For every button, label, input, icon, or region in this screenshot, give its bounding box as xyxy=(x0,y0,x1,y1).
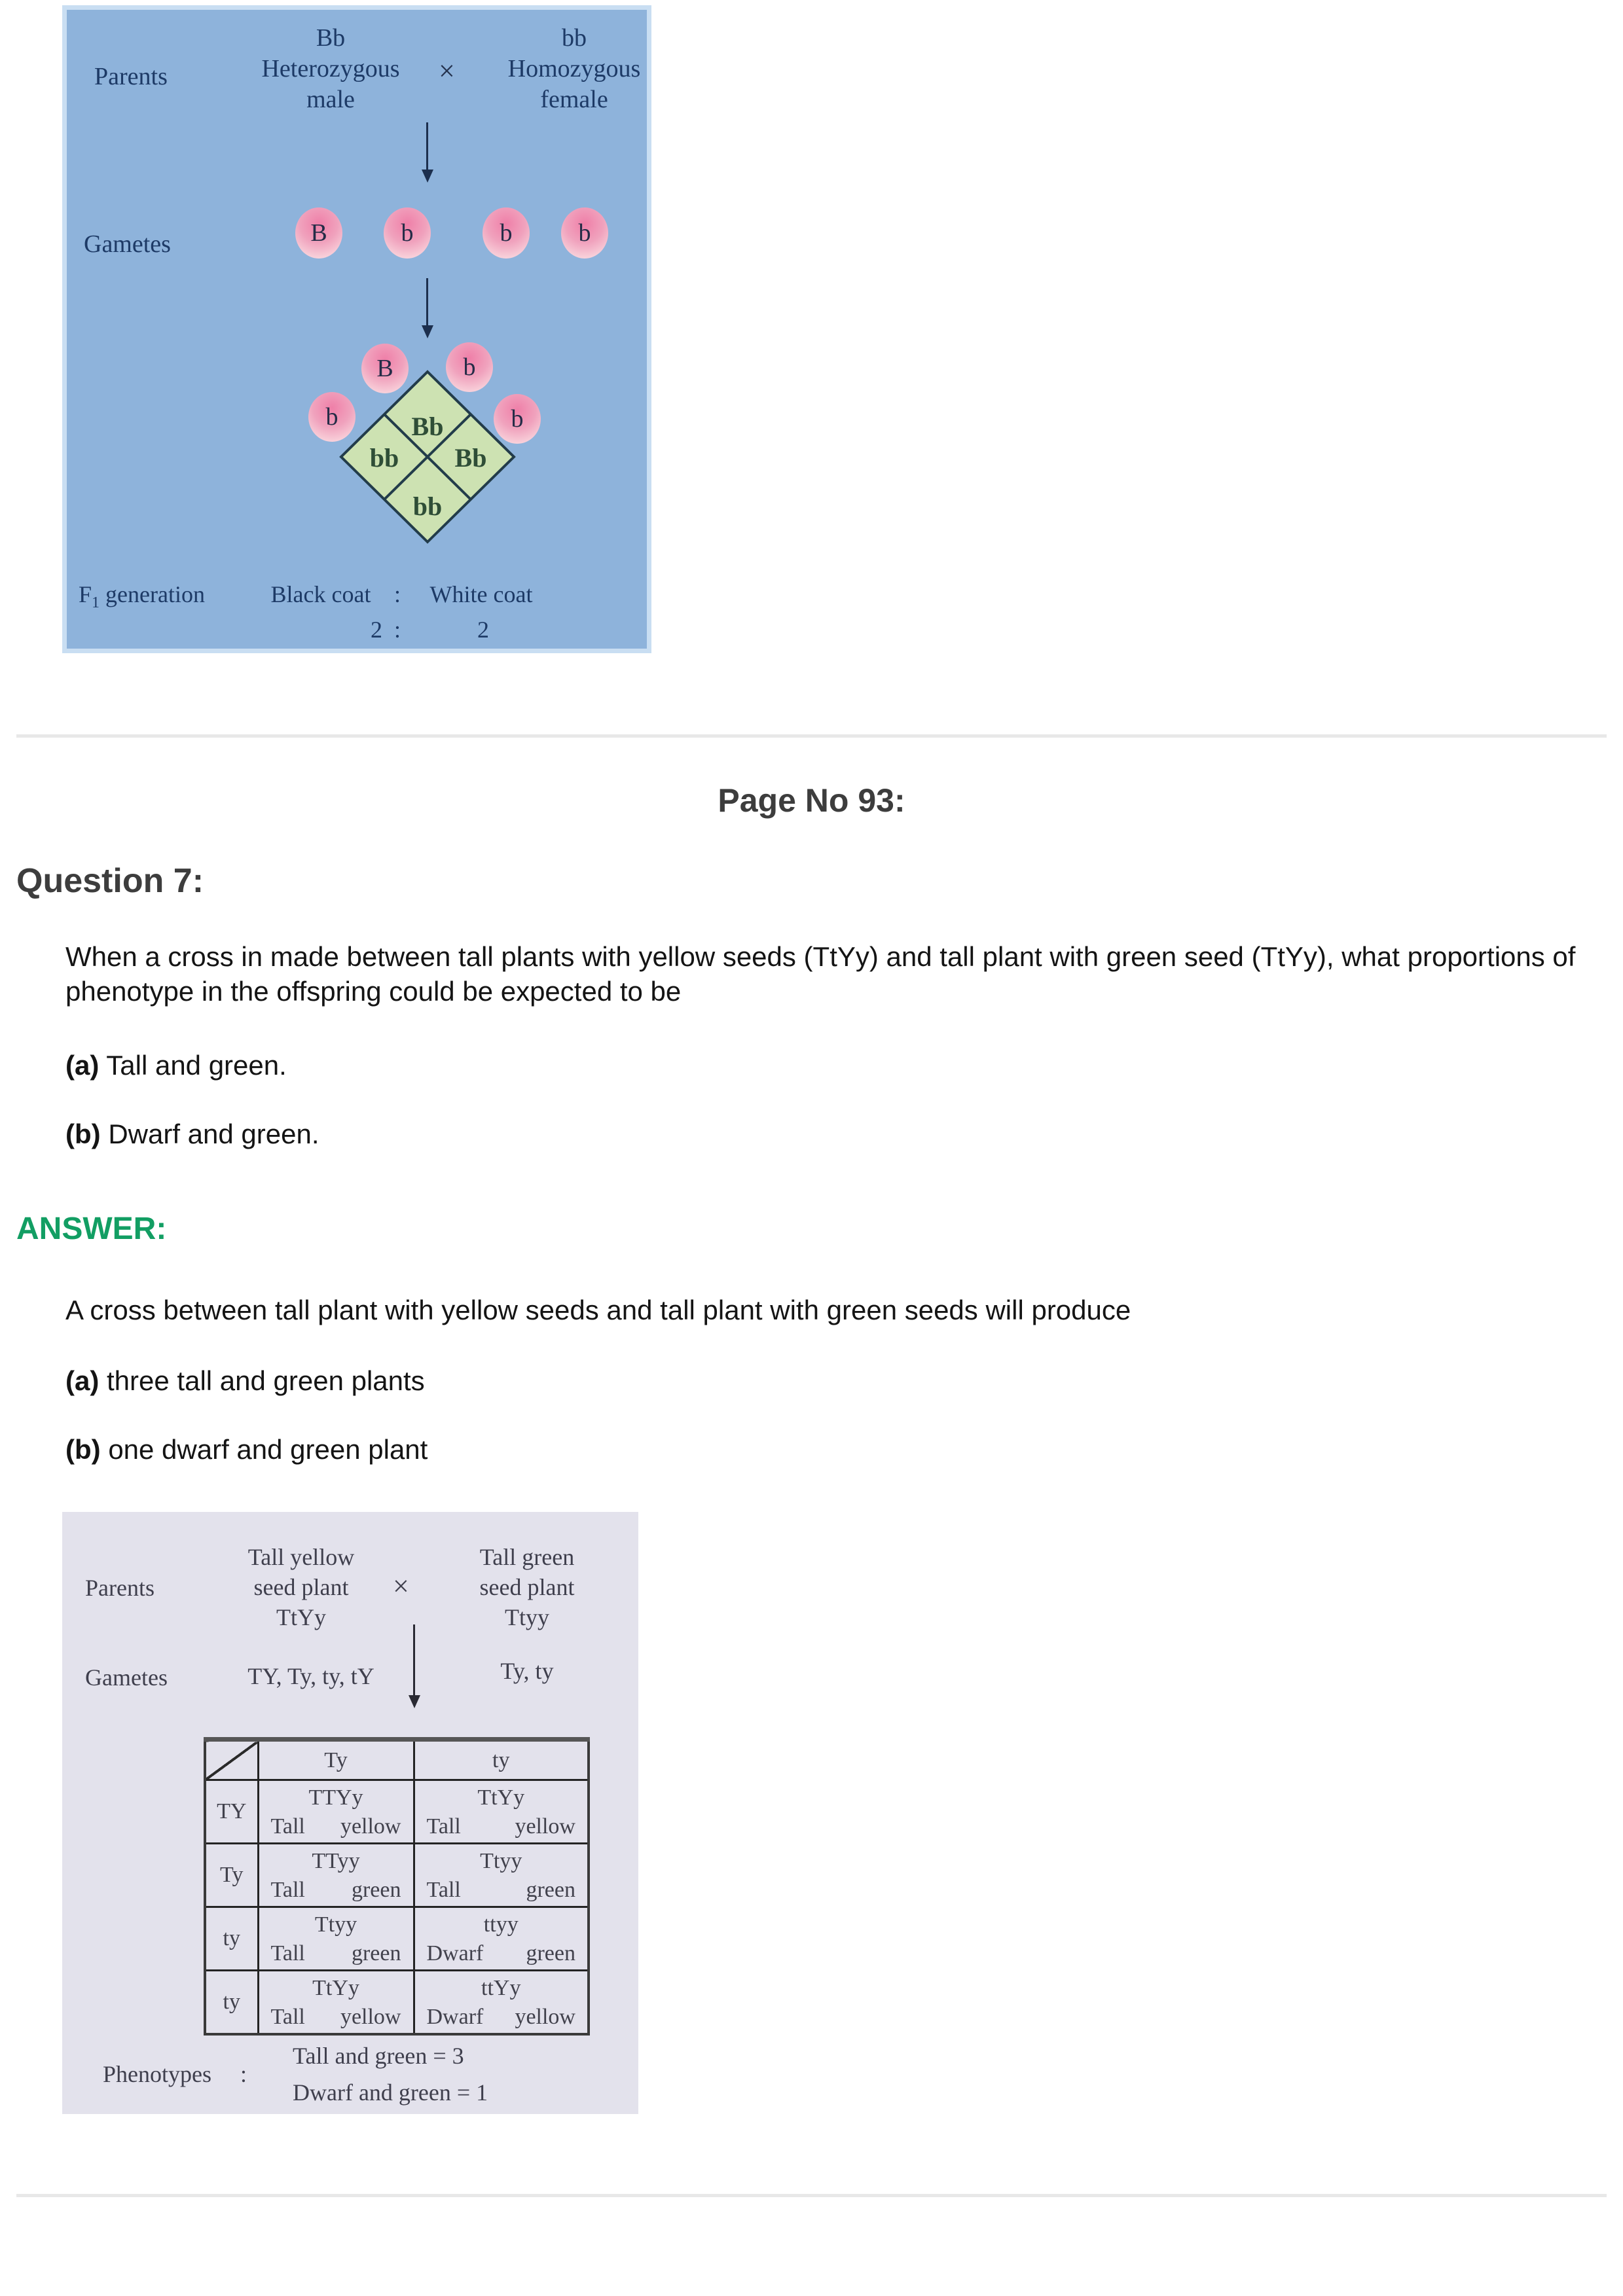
down-arrow-icon xyxy=(426,278,428,327)
d2-parent2-genotype: Ttyy xyxy=(505,1604,549,1630)
table-diagonal-cell xyxy=(205,1740,258,1780)
phenotype-line-2: Dwarf and green = 1 xyxy=(293,2079,488,2106)
d1-parents-label: Parents xyxy=(94,63,168,90)
trait: Tall xyxy=(270,1814,305,1839)
answer-intro: A cross between tall plant with yellow seeds and tall plant with green seeds will produce xyxy=(65,1295,1131,1325)
trait: green xyxy=(351,1878,401,1902)
diamond-cell-top: Bb xyxy=(411,412,444,441)
trait: yellow xyxy=(340,2005,401,2029)
f1-colon: : xyxy=(394,581,401,607)
option-b-label: (b) xyxy=(65,1119,101,1149)
d2-parent2 xyxy=(442,1542,612,1632)
genotype: Ttyy xyxy=(314,1912,357,1937)
down-arrow-icon xyxy=(413,1624,415,1696)
down-arrow-icon xyxy=(426,122,428,171)
row-label: TY xyxy=(205,1780,258,1844)
answer-option-a xyxy=(65,1364,425,1399)
page-number-heading: Page No 93: xyxy=(718,782,905,819)
f1-white-count: 2 xyxy=(477,617,489,643)
trait: Dwarf xyxy=(426,1941,484,1965)
gamete-letter: b xyxy=(325,403,338,431)
punnett-cell xyxy=(258,1844,414,1907)
punnett-table xyxy=(204,1737,590,2036)
table-row xyxy=(205,1780,589,1844)
d1-female-parent xyxy=(492,23,656,115)
table-row xyxy=(205,1907,589,1971)
question-option-a xyxy=(65,1049,287,1083)
down-arrow-head-icon xyxy=(422,170,433,183)
punnett-cell xyxy=(258,1780,414,1844)
d1-male-genotype: Bb xyxy=(316,24,346,52)
table-col-header: ty xyxy=(414,1740,589,1780)
genotype: TtYy xyxy=(477,1785,525,1810)
trait: green xyxy=(526,1941,575,1965)
question-intro: When a cross in made between tall plants with yellow seeds (TtYy) and tall plant with green seed (TtYy), what proportions of phenotype in the offspring could be expected to be xyxy=(65,941,1576,1007)
trait: Tall xyxy=(426,1878,461,1902)
f1-black-count: 2 xyxy=(371,617,382,643)
trait: green xyxy=(526,1878,575,1902)
d1-gametes-label: Gametes xyxy=(84,230,171,258)
trait: green xyxy=(351,1941,401,1965)
trait: Dwarf xyxy=(426,2005,484,2029)
answer-option-b xyxy=(65,1433,428,1467)
genotype: TtYy xyxy=(312,1976,359,2000)
trait: yellow xyxy=(515,2005,575,2029)
row-label: Ty xyxy=(205,1844,258,1907)
gamete-oval xyxy=(561,207,608,259)
punnett-cell xyxy=(414,1780,589,1844)
question-option-b xyxy=(65,1117,319,1152)
d1-male-zygosity: Heterozygous xyxy=(261,55,400,82)
d2-gametes-label: Gametes xyxy=(85,1664,168,1691)
gamete-oval xyxy=(384,207,431,259)
genotype: TTyy xyxy=(312,1849,360,1873)
row-label: ty xyxy=(205,1971,258,2035)
d2-parent1-line1: Tall yellow xyxy=(247,1544,355,1570)
diamond-cell-left: bb xyxy=(369,443,399,473)
d2-cross-icon: × xyxy=(393,1570,409,1602)
gamete-letter: b xyxy=(500,219,513,247)
genotype: ttYy xyxy=(481,1976,521,2000)
d1-female-sex: female xyxy=(540,86,608,113)
f1-generation-label xyxy=(79,581,205,612)
trait: yellow xyxy=(340,1814,401,1839)
f1-subscript: 1 xyxy=(92,594,100,612)
d1-cross-icon: × xyxy=(439,55,455,87)
table-col-header: Ty xyxy=(258,1740,414,1780)
d2-gametes2: Ty, ty xyxy=(500,1658,554,1684)
down-arrow-head-icon xyxy=(422,325,433,338)
d1-male-parent xyxy=(255,23,406,115)
option-a-label: (a) xyxy=(65,1050,100,1081)
gamete-letter: b xyxy=(578,219,591,247)
d2-parent1-genotype: TtYy xyxy=(276,1604,326,1630)
diamond-cell-right: Bb xyxy=(454,443,487,473)
divider xyxy=(16,734,1607,738)
gamete-letter: B xyxy=(376,355,393,382)
diamond-cell-bottom: bb xyxy=(412,492,443,521)
f1-suffix: generation xyxy=(100,581,205,607)
phenotypes-label: Phenotypes xyxy=(103,2061,211,2087)
d1-male-sex: male xyxy=(306,86,355,113)
answer-a-text: three tall and green plants xyxy=(107,1365,425,1396)
genotype: ttyy xyxy=(483,1912,519,1937)
d2-parent2-line1: Tall green xyxy=(479,1544,575,1570)
d2-parent2-line2: seed plant xyxy=(479,1574,575,1600)
answer-a-label: (a) xyxy=(65,1365,100,1396)
row-label: ty xyxy=(205,1907,258,1971)
option-a-text: Tall and green. xyxy=(106,1050,287,1081)
divider xyxy=(16,2194,1607,2197)
gamete-letter: b xyxy=(463,353,476,381)
trait: Tall xyxy=(270,1941,305,1965)
d2-parent1 xyxy=(216,1542,386,1632)
d2-gametes1: TY, Ty, ty, tY xyxy=(247,1663,374,1689)
punnett-diamond xyxy=(339,370,516,544)
f1-prefix: F xyxy=(79,581,92,607)
d1-female-zygosity: Homozygous xyxy=(507,55,641,82)
punnett-cell xyxy=(258,1907,414,1971)
answer-b-label: (b) xyxy=(65,1434,101,1465)
f1-white-coat: White coat xyxy=(429,581,533,607)
gamete-letter: b xyxy=(401,219,414,247)
punnett-cell xyxy=(414,1971,589,2035)
diagram-ttyy-cross xyxy=(62,1512,638,2114)
genotype: TTYy xyxy=(308,1785,363,1810)
gamete-oval xyxy=(295,207,342,259)
d1-female-genotype: bb xyxy=(562,24,587,52)
answer-heading: ANSWER: xyxy=(16,1211,167,1246)
down-arrow-head-icon xyxy=(409,1695,420,1708)
option-b-text: Dwarf and green. xyxy=(108,1119,319,1149)
gamete-letter: B xyxy=(310,219,327,247)
phenotypes-colon: : xyxy=(240,2061,247,2087)
gamete-letter: b xyxy=(511,405,524,433)
trait: Tall xyxy=(270,2005,305,2029)
table-row xyxy=(205,1844,589,1907)
punnett-cell xyxy=(414,1907,589,1971)
punnett-cell xyxy=(414,1844,589,1907)
answer-b-text: one dwarf and green plant xyxy=(108,1434,428,1465)
d2-parent1-line2: seed plant xyxy=(253,1574,349,1600)
table-row xyxy=(205,1971,589,2035)
question-heading: Question 7: xyxy=(16,862,204,900)
f1-count-colon: : xyxy=(394,617,401,643)
trait: Tall xyxy=(270,1878,305,1902)
trait: Tall xyxy=(426,1814,461,1839)
genotype: Ttyy xyxy=(480,1849,522,1873)
d2-parents-label: Parents xyxy=(85,1575,155,1601)
phenotype-line-1: Tall and green = 3 xyxy=(293,2043,464,2069)
f1-black-coat: Black coat xyxy=(270,581,371,607)
trait: yellow xyxy=(515,1814,575,1839)
punnett-cell xyxy=(258,1971,414,2035)
gamete-oval xyxy=(483,207,530,259)
diagram-bb-cross xyxy=(62,5,651,653)
